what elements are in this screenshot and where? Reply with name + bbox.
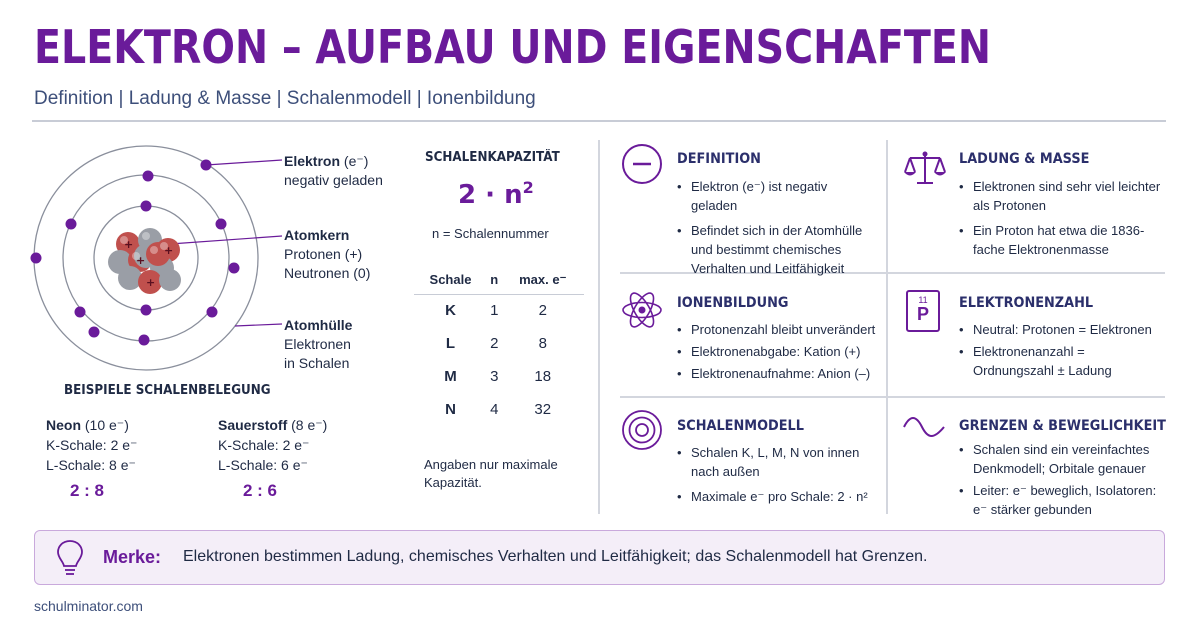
electron-dot xyxy=(31,253,42,264)
page-title: ELEKTRON – AUFBAU UND EIGENSCHAFTEN xyxy=(34,20,992,74)
card-points-grenzen xyxy=(959,440,1164,525)
shell-label xyxy=(284,316,352,373)
card-points-schalenmodell xyxy=(677,443,877,512)
table-cell: 32 xyxy=(534,401,552,418)
grid-divider xyxy=(620,396,1165,398)
list-item: • Schalen sind ein vereinfachtes Denkmodell; Orbitale genauer xyxy=(959,440,1164,478)
card-title-elektronenzahl: ELEKTRONENZAHL xyxy=(959,295,1094,311)
electron-desc: negativ geladen xyxy=(284,172,383,188)
electron-dot xyxy=(75,307,86,318)
table-cell: L xyxy=(445,335,456,352)
list-item: • Elektronenanzahl = Ordnungszahl ± Ladung xyxy=(959,342,1169,380)
shell-line2: in Schalen xyxy=(284,355,350,371)
nucleus xyxy=(108,228,181,294)
list-item: • Protonenzahl bleibt unverändert xyxy=(677,320,882,339)
shell-line1: Elektronen xyxy=(284,336,351,352)
lightbulb-icon xyxy=(56,539,84,577)
example-ratio: 2 : 8 xyxy=(70,481,105,500)
table-cell: 3 xyxy=(490,368,499,385)
list-item: • Leiter: e⁻ beweglich, Isolatoren: e⁻ stärker gebunden xyxy=(959,481,1164,519)
table-row xyxy=(414,327,584,360)
card-points-definition xyxy=(677,177,877,284)
table-cell: 2 xyxy=(490,335,499,352)
table-cell: 18 xyxy=(534,368,552,385)
electron-dot xyxy=(207,307,218,318)
minus-circle-icon xyxy=(620,142,664,186)
list-item: • Elektronen sind sehr viel leichter als Protonen xyxy=(959,177,1164,215)
example-sauerstoff xyxy=(218,415,327,475)
formula-exponent: 2 xyxy=(522,178,534,197)
nucleus-line2: Neutronen (0) xyxy=(284,265,371,281)
capacity-heading: SCHALENKAPAZITÄT xyxy=(425,150,560,165)
nucleus-line1: Protonen (+) xyxy=(284,246,363,262)
column-header: max. e⁻ xyxy=(502,266,584,294)
electron-dot xyxy=(89,327,100,338)
card-title-definition: DEFINITION xyxy=(677,151,761,167)
section-divider xyxy=(598,140,600,514)
electron-pointer-line xyxy=(206,160,282,165)
formula-base: 2 · n xyxy=(458,180,523,210)
list-item: • Elektronenaufnahme: Anion (–) xyxy=(677,364,882,383)
example-ratio: 2 : 6 xyxy=(243,481,278,500)
card-title-ladung-masse: LADUNG & MASSE xyxy=(959,151,1090,167)
list-item: • Elektron (e⁻) ist negativ geladen xyxy=(677,177,877,215)
electron-dot xyxy=(139,335,150,346)
card-title-grenzen: GRENZEN & BEWEGLICHKEIT xyxy=(959,418,1166,434)
electron-dot xyxy=(66,219,77,230)
table-header-row xyxy=(414,266,584,294)
electron-dot xyxy=(201,160,212,171)
tile-number: 11 xyxy=(918,295,928,305)
examples-heading: BEISPIELE SCHALENBELEGUNG xyxy=(64,383,271,398)
svg-text:+: + xyxy=(124,238,134,251)
table-cell: 4 xyxy=(490,401,499,418)
capacity-table xyxy=(414,266,584,426)
list-item: • Elektronenabgabe: Kation (+) xyxy=(677,342,882,361)
table-cell: M xyxy=(444,368,457,385)
table-cell: K xyxy=(445,302,456,320)
scale-icon xyxy=(904,150,946,186)
concentric-circles-icon xyxy=(620,408,664,452)
svg-text:+: + xyxy=(164,244,174,257)
card-title-ionenbildung: IONENBILDUNG xyxy=(677,295,789,311)
card-points-ionenbildung xyxy=(677,320,882,386)
example-l-shell: L-Schale: 6 e⁻ xyxy=(218,457,308,473)
nucleus-title: Atomkern xyxy=(284,227,350,243)
list-item: • Neutral: Protonen = Elektronen xyxy=(959,320,1169,339)
example-k-shell: K-Schale: 2 e⁻ xyxy=(46,437,138,453)
list-item: • Schalen K, L, M, N von innen nach außen xyxy=(677,443,877,481)
capacity-formula xyxy=(458,178,534,210)
atom-diagram xyxy=(28,140,298,380)
electron-label xyxy=(284,152,383,190)
electron-dot xyxy=(143,171,154,182)
table-cell: 8 xyxy=(538,335,547,352)
merke-text: Elektronen bestimmen Ladung, chemisches Verhalten und Leitfähigkeit; das Schalenmodell hat Grenzen. xyxy=(183,548,928,565)
list-item: • Maximale e⁻ pro Schale: 2 · n² xyxy=(677,487,877,506)
column-header: n xyxy=(487,266,502,294)
table-row xyxy=(414,393,584,426)
column-header: Schale xyxy=(414,266,487,294)
page-subtitle: Definition | Ladung & Masse | Schalenmodell | Ionenbildung xyxy=(34,88,536,109)
grid-divider xyxy=(886,140,888,514)
shell-title: Atomhülle xyxy=(284,317,353,333)
example-k-shell: K-Schale: 2 e⁻ xyxy=(218,437,310,453)
list-item: • Befindet sich in der Atomhülle und bestimmt chemisches Verhalten und Leitfähigkeit xyxy=(677,221,877,278)
capacity-footnote: Angaben nur maximale Kapazität. xyxy=(424,457,558,490)
card-points-ladung-masse xyxy=(959,177,1164,265)
card-title-schalenmodell: SCHALENMODELL xyxy=(677,418,804,434)
list-item: • Ein Proton hat etwa die 1836-fache Elektronenmasse xyxy=(959,221,1164,259)
example-count: (8 e⁻) xyxy=(291,417,328,433)
table-row xyxy=(414,294,584,327)
table-cell: N xyxy=(445,401,456,418)
header-divider xyxy=(32,120,1166,122)
example-l-shell: L-Schale: 8 e⁻ xyxy=(46,457,136,473)
formula-note: n = Schalennummer xyxy=(432,226,549,241)
atom-icon xyxy=(620,288,664,332)
example-name: Neon xyxy=(46,417,81,433)
wave-icon xyxy=(902,414,946,440)
svg-text:+: + xyxy=(136,254,146,267)
element-tile-icon xyxy=(906,290,940,332)
footer-site: schulminator.com xyxy=(34,598,143,614)
tile-symbol: P xyxy=(916,304,929,324)
example-count: (10 e⁻) xyxy=(84,417,129,433)
electron-symbol: (e⁻) xyxy=(343,153,369,169)
svg-text:+: + xyxy=(146,276,156,289)
card-points-elektronenzahl xyxy=(959,320,1169,386)
table-cell: 2 xyxy=(538,302,547,320)
electron-dot xyxy=(216,219,227,230)
nucleus-label xyxy=(284,226,370,283)
electron-dot xyxy=(229,263,240,274)
table-row xyxy=(414,360,584,393)
table-cell: 1 xyxy=(490,302,499,320)
electron-dot xyxy=(141,201,152,212)
merke-label: Merke: xyxy=(103,547,162,567)
shell-pointer-line xyxy=(235,324,282,326)
electron-title: Elektron xyxy=(284,153,341,169)
electron-dot xyxy=(141,305,152,316)
example-name: Sauerstoff xyxy=(218,417,288,433)
example-neon xyxy=(46,415,137,475)
